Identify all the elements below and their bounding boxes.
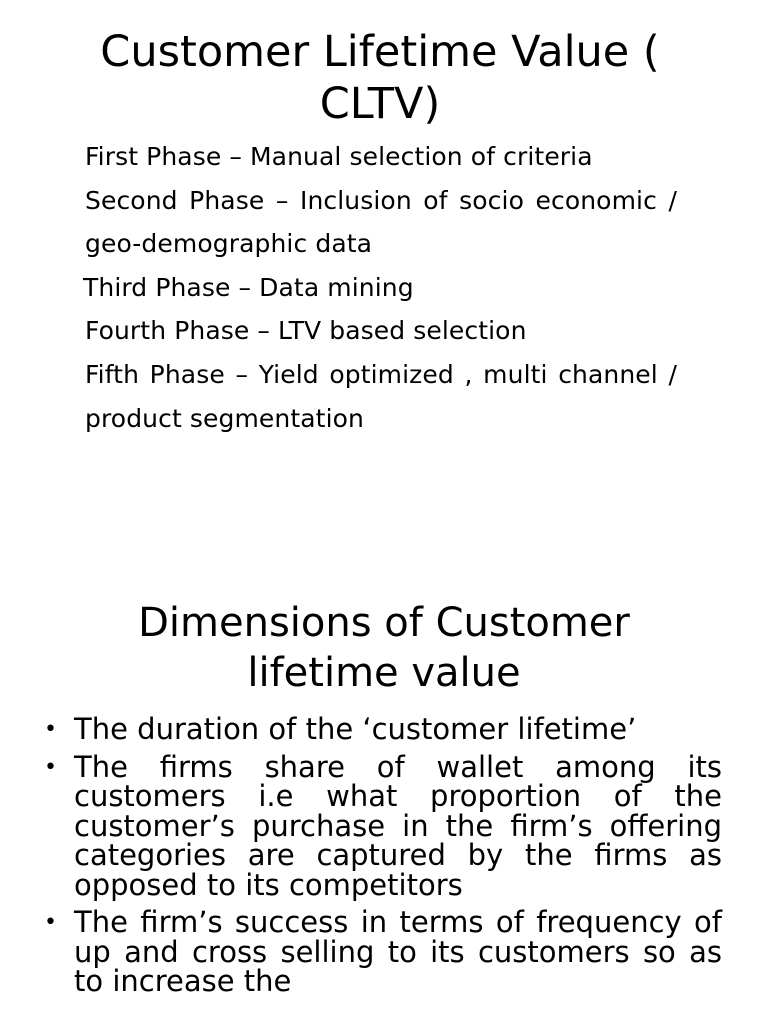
bullet-list — [40, 712, 722, 1005]
bullet-icon: • — [44, 910, 57, 935]
phase-item: Second Phase – Inclusion of socio economic / geo-demographic data — [85, 185, 677, 259]
bullet-text: The duration of the ‘customer lifetime’ — [74, 712, 637, 746]
bullet-item — [40, 712, 722, 746]
phase-list — [85, 135, 677, 440]
bullet-item — [40, 749, 722, 902]
bullet-icon: • — [44, 717, 57, 742]
phase-item: Fourth Phase – LTV based selection — [85, 316, 527, 346]
bullet-icon: • — [44, 754, 57, 780]
slide-dimensions — [0, 560, 768, 1024]
bullet-text: The firms share of wallet among its customers i.e what proportion of the customer’s purchase in the firm’s offering categories are captured by the firms as opposed to its competitors — [74, 749, 722, 902]
phase-item: Third Phase – Data mining — [83, 272, 414, 302]
slide-title: Dimensions of Customer lifetime value — [138, 600, 630, 696]
slide-title: Customer Lifetime Value ( CLTV) — [100, 27, 660, 129]
phase-item: First Phase – Manual selection of criteria — [85, 142, 593, 171]
phase-item: Fifth Phase – Yield optimized , multi channel / product segmentation — [85, 359, 677, 433]
bullet-item — [40, 905, 722, 998]
bullet-text: The firm’s success in terms of frequency of up and cross selling to its customers so as to increase the — [74, 905, 722, 998]
